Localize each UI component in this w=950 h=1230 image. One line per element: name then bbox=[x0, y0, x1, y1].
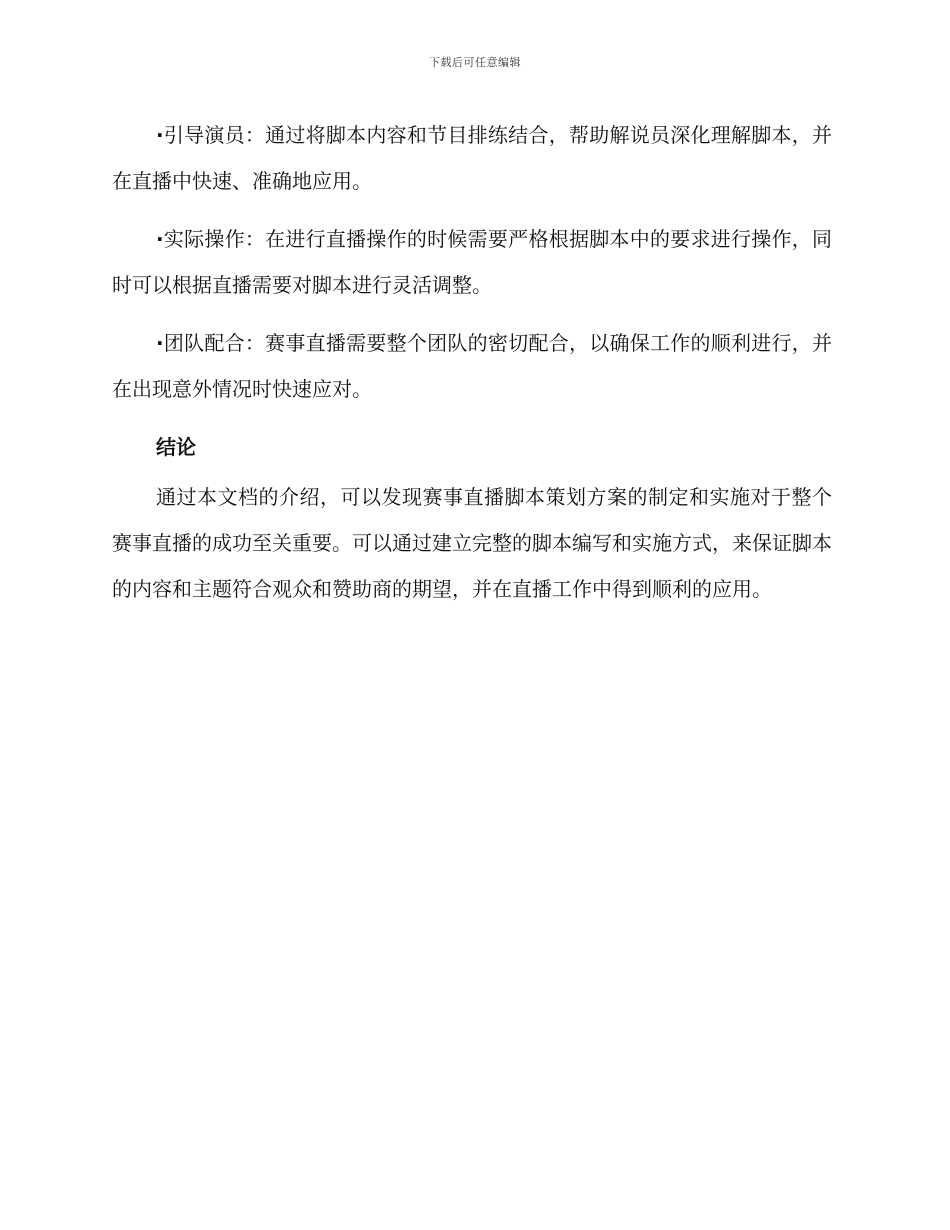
bullet-marker: · bbox=[156, 331, 164, 355]
bullet-marker: · bbox=[156, 123, 164, 147]
bullet-text: 引导演员：通过将脚本内容和节目排练结合，帮助解说员深化理解脚本，并在直播中快速、准确地应用。 bbox=[112, 123, 832, 193]
bullet-text: 团队配合：赛事直播需要整个团队的密切配合，以确保工作的顺利进行，并在出现意外情况时快速应对。 bbox=[112, 331, 832, 401]
bullet-paragraph-guide-performers bbox=[112, 112, 832, 204]
bullet-paragraph-actual-operation bbox=[112, 216, 832, 308]
page-header: 下载后可任意编辑 bbox=[429, 56, 521, 69]
bullet-marker: · bbox=[156, 227, 164, 251]
bullet-paragraph-team-cooperation bbox=[112, 320, 832, 412]
conclusion-heading: 结论 bbox=[156, 435, 196, 459]
bullet-text: 实际操作：在进行直播操作的时候需要严格根据脚本中的要求进行操作，同时可以根据直播需要对脚本进行灵活调整。 bbox=[112, 227, 832, 297]
document-body bbox=[112, 112, 832, 624]
conclusion-paragraph: 通过本文档的介绍，可以发现赛事直播脚本策划方案的制定和实施对于整个赛事直播的成功至关重要。可以通过建立完整的脚本编写和实施方式，来保证脚本的内容和主题符合观众和赞助商的期望，并在直播工作中得到顺利的应用。 bbox=[112, 485, 832, 601]
